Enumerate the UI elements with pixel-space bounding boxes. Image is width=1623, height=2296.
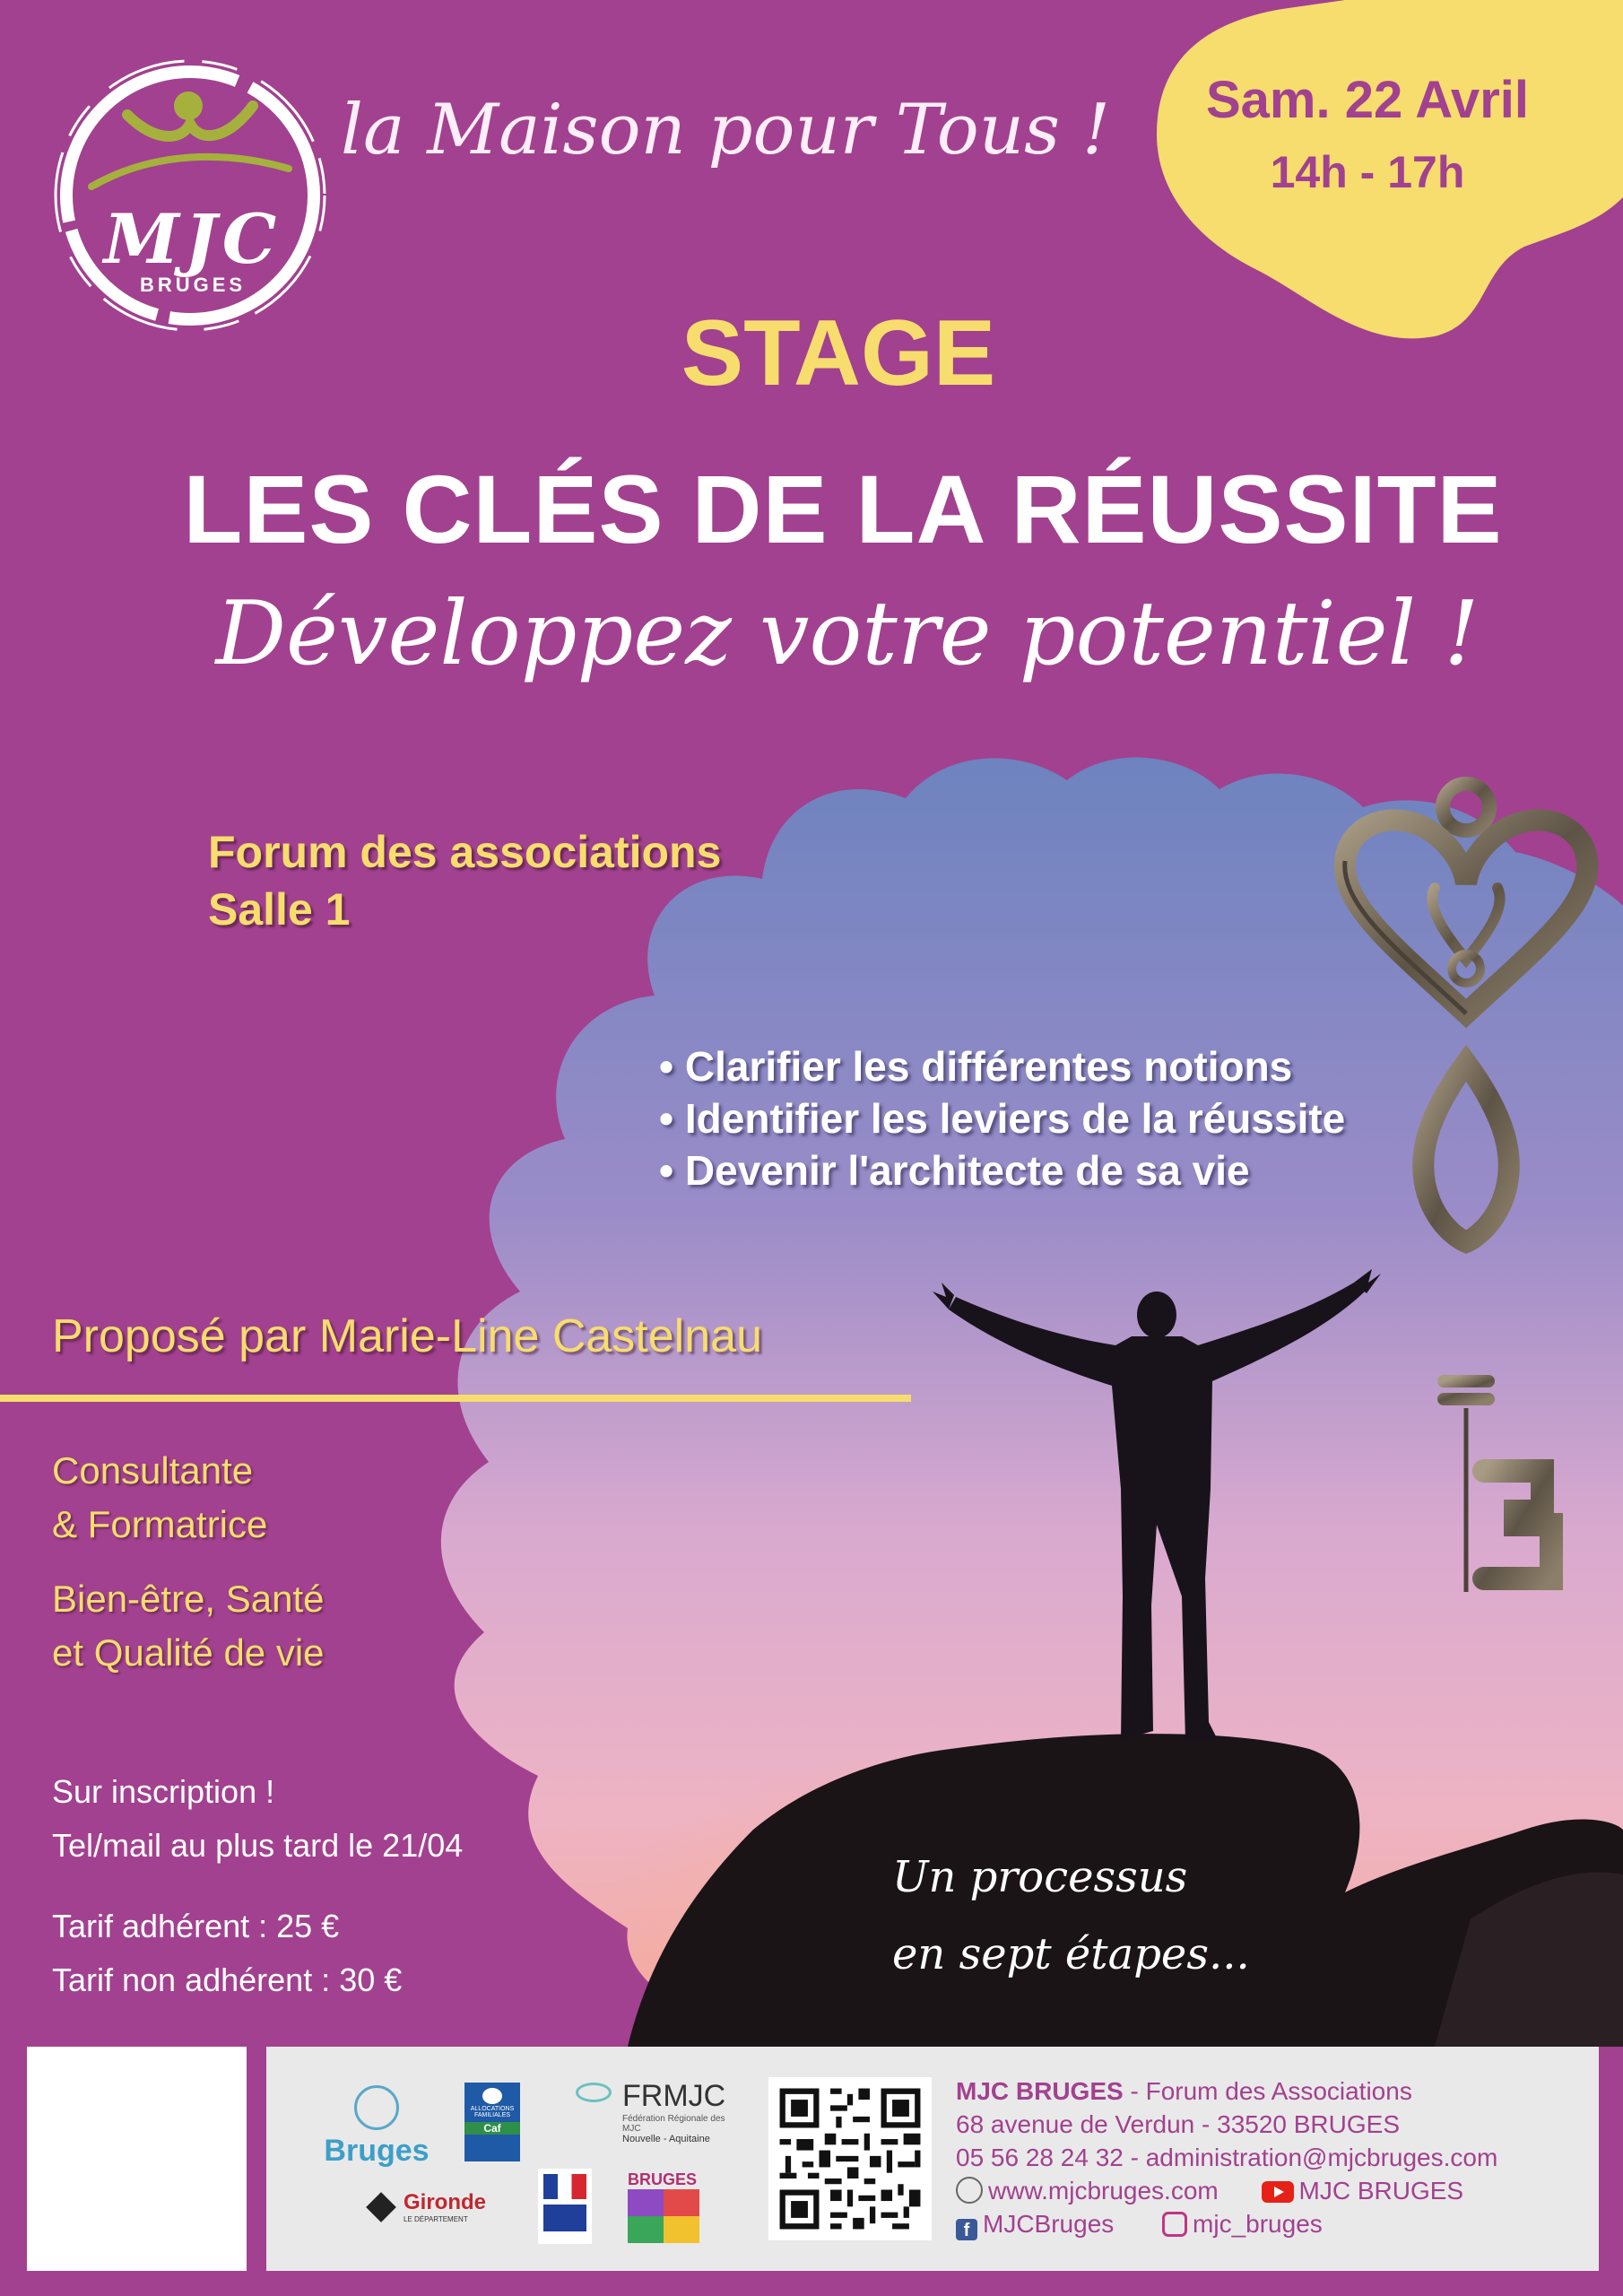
event-location	[208, 823, 721, 938]
footer-lotus-panel	[27, 2047, 247, 2271]
instagram-link[interactable]: mjc_bruges	[1193, 2210, 1323, 2238]
address: 68 avenue de Verdun - 33520 BRUGES	[956, 2110, 1401, 2138]
caf-line3: Caf	[464, 2122, 520, 2135]
field-line1: Bien-être, Santé	[52, 1578, 325, 1620]
bruges-asso-logo	[628, 2170, 712, 2251]
puzzle-icon	[628, 2189, 699, 2243]
web-youtube-line	[956, 2174, 1497, 2207]
frmjc-eye-icon	[576, 2083, 612, 2102]
logo-text: MJC	[103, 199, 282, 279]
gironde-logo	[366, 2190, 491, 2223]
ministry-flag-icon	[543, 2174, 586, 2199]
presenter-line: Proposé par Marie-Line Castelnau	[52, 1310, 762, 1362]
registration-info	[52, 1765, 463, 1873]
event-subtitle: Développez votre potentiel !	[215, 583, 1480, 685]
tagline-line2: en sept étapes...	[892, 1929, 1250, 1979]
facebook-icon: f	[956, 2219, 977, 2240]
phone-email[interactable]: 05 56 28 24 32 - administration@mjcbruges.com	[956, 2144, 1498, 2171]
qr-code[interactable]	[768, 2077, 932, 2240]
frmjc-sub2: Nouvelle - Aquitaine	[622, 2134, 710, 2144]
qr-code-icon	[768, 2077, 932, 2240]
event-time: 14h - 17h	[1270, 147, 1465, 197]
presenter-role	[52, 1444, 267, 1552]
bruges-asso-label: BRUGES	[628, 2170, 698, 2188]
event-date-block	[1157, 70, 1578, 198]
objectives-list	[659, 1040, 1345, 1196]
org-line	[956, 2074, 1497, 2108]
slogan: la Maison pour Tous !	[341, 90, 1111, 170]
field-line2: et Qualité de vie	[52, 1631, 325, 1674]
caf-line2: FAMILIALES	[473, 2112, 511, 2118]
role-line1: Consultante	[52, 1449, 254, 1492]
bruges-logo	[318, 2085, 435, 2169]
instagram-icon	[1162, 2212, 1187, 2237]
logo-subtext: BRUGES	[139, 274, 247, 296]
youtube-icon	[1262, 2181, 1294, 2203]
bruges-emblem-icon	[354, 2085, 399, 2130]
ministry-logo	[538, 2169, 592, 2244]
social-line	[956, 2207, 1497, 2240]
registration-line1: Sur inscription !	[52, 1773, 275, 1810]
bruges-logo-label: Bruges	[324, 2134, 430, 2168]
globe-icon	[956, 2177, 983, 2204]
frmjc-sub1: Fédération Régionale des MJC	[622, 2114, 725, 2134]
objective-item: • Identifier les leviers de la réussite	[659, 1092, 1345, 1144]
objective-item: • Clarifier les différentes notions	[659, 1040, 1345, 1092]
price-non-member: Tarif non adhérent : 30 €	[52, 1961, 403, 1998]
presenter-divider	[0, 1395, 911, 1402]
contact-block	[956, 2074, 1497, 2240]
caf-emblem-icon	[482, 2088, 502, 2104]
frmjc-label: FRMJC	[622, 2079, 726, 2113]
price-member: Tarif adhérent : 25 €	[52, 1908, 340, 1944]
frmjc-logo	[576, 2079, 737, 2144]
gironde-emblem-icon	[366, 2192, 396, 2222]
org-name: MJC BRUGES	[956, 2077, 1124, 2105]
youtube-link[interactable]: MJC BRUGES	[1298, 2177, 1464, 2205]
event-type: STAGE	[681, 301, 996, 405]
location-line2: Salle 1	[208, 884, 351, 935]
event-date: Sam. 22 Avril	[1205, 71, 1529, 129]
caf-logo	[464, 2083, 520, 2161]
logo-text-block	[90, 199, 296, 297]
org-suffix: - Forum des Associations	[1123, 2077, 1412, 2105]
event-title: LES CLÉS DE LA RÉUSSITE	[183, 455, 1503, 563]
gironde-label: Gironde	[404, 2190, 487, 2214]
registration-line2: Tel/mail au plus tard le 21/04	[52, 1827, 464, 1864]
facebook-link[interactable]: MJCBruges	[983, 2210, 1115, 2238]
website-link[interactable]: www.mjcbruges.com	[988, 2177, 1219, 2205]
tagline	[892, 1839, 1250, 1993]
objective-item: • Devenir l'architecte de sa vie	[659, 1144, 1345, 1196]
location-line1: Forum des associations	[208, 827, 722, 877]
presenter-field	[52, 1572, 325, 1680]
role-line2: & Formatrice	[52, 1503, 268, 1545]
gironde-sub: LE DÉPARTEMENT	[404, 2215, 468, 2223]
tagline-line1: Un processus	[892, 1852, 1188, 1902]
pricing	[52, 1900, 402, 2007]
caf-line1: ALLOCATIONS	[470, 2106, 515, 2112]
